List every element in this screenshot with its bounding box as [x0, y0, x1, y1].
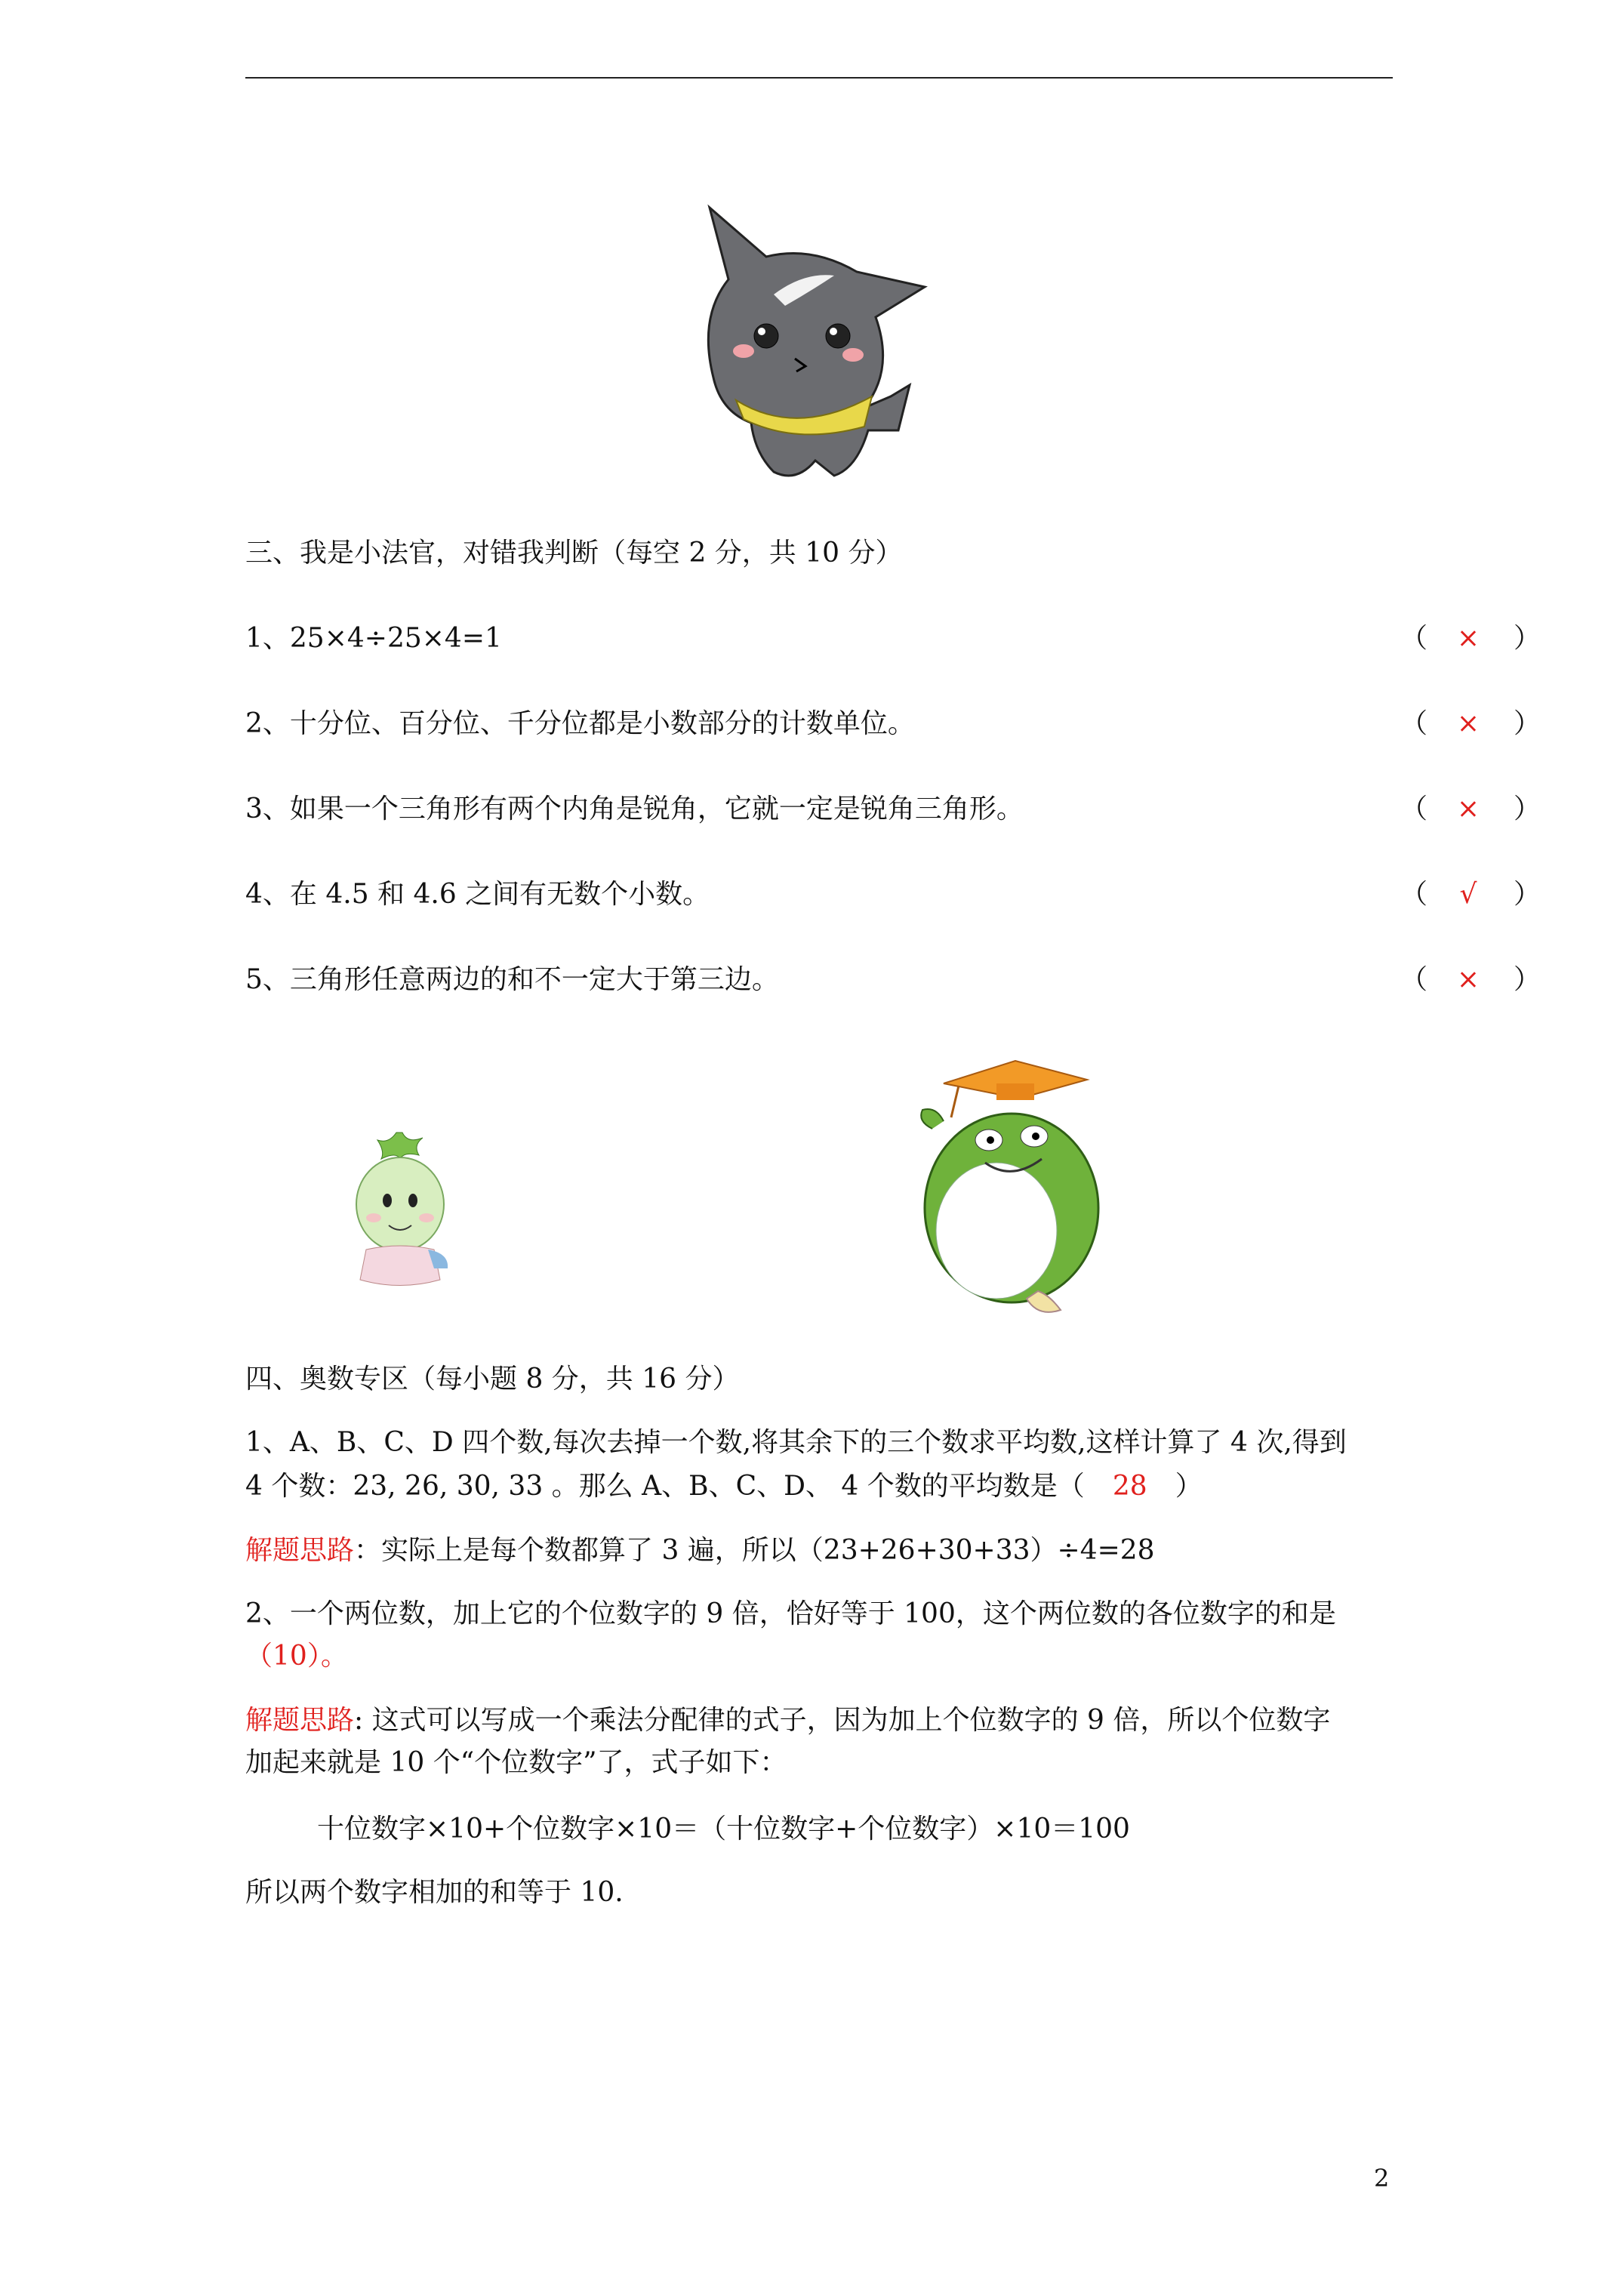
q2-hint-line2: 加起来就是 10 个“个位数字”了，式子如下：	[245, 1747, 787, 1778]
section4-heading: 四、奥数专区（每小题 8 分，共 16 分）	[245, 1364, 740, 1395]
judgement-statement: 2、十分位、百分位、千分位都是小数部分的计数单位。	[245, 708, 915, 739]
judgement-item-3: 3、如果一个三角形有两个内角是锐角，它就一定是锐角三角形。 （ × ）	[245, 794, 1541, 824]
q2-conclusion: 所以两个数字相加的和等于 10.	[245, 1877, 624, 1908]
section3-heading: 三、我是小法官，对错我判断（每空 2 分，共 10 分）	[245, 538, 903, 569]
judgement-item-4: 4、在 4.5 和 4.6 之间有无数个小数。 （ √ ）	[245, 879, 1541, 910]
judgement-statement: 5、三角形任意两边的和不一定大于第三边。	[245, 964, 779, 995]
judgement-statement: 4、在 4.5 和 4.6 之间有无数个小数。	[245, 879, 710, 910]
judgement-statement: 1、25×4÷25×4=1	[245, 623, 502, 654]
judgement-item-5: 5、三角形任意两边的和不一定大于第三边。 （ × ）	[245, 964, 1541, 995]
wolf-cartoon-illustration	[683, 204, 932, 491]
cross-mark: ×	[1456, 794, 1480, 824]
q2-text-line2: （10）。	[245, 1641, 348, 1672]
q2-formula: 十位数字×10+个位数字×10＝（十位数字+个位数字）×10＝100	[317, 1814, 1130, 1845]
cross-mark: ×	[1456, 708, 1480, 739]
page-number: 2	[1374, 2164, 1390, 2193]
check-mark: √	[1459, 879, 1477, 910]
cross-mark: ×	[1456, 623, 1480, 654]
cross-mark: ×	[1456, 964, 1480, 995]
q1-hint: 解题思路：实际上是每个数都算了 3 遍，所以（23+26+30+33）÷4=28	[245, 1535, 1155, 1566]
graduate-frog-illustration	[913, 1057, 1110, 1318]
q1-text-line2: 4 个数：23, 26, 30, 33 。那么 A、B、C、D、 4 个数的平均数是（ 28 ）	[245, 1471, 1203, 1502]
header-rule	[245, 77, 1393, 79]
q2-text-line1: 2、一个两位数，加上它的个位数字的 9 倍，恰好等于 100，这个两位数的各位数字的和是	[245, 1598, 1336, 1629]
hint-label: 解题思路	[245, 1535, 355, 1566]
judgement-item-2: 2、十分位、百分位、千分位都是小数部分的计数单位。 （ × ）	[245, 708, 1541, 739]
q1-text-line1: 1、A、B、C、D 四个数,每次去掉一个数,将其余下的三个数求平均数,这样计算了 4 次,得到	[245, 1427, 1347, 1458]
hint-label: 解题思路	[245, 1705, 355, 1736]
q2-hint-line1: 解题思路: 这式可以写成一个乘法分配律的式子，因为加上个位数字的 9 倍，所以个位数字	[245, 1705, 1331, 1736]
judgement-statement: 3、如果一个三角形有两个内角是锐角，它就一定是锐角三角形。	[245, 794, 1024, 824]
judgement-item-1: 1、25×4÷25×4=1 （ × ）	[245, 623, 1541, 654]
onion-cartoon-illustration	[343, 1129, 457, 1291]
q1-answer: 28	[1112, 1471, 1147, 1502]
q2-answer: 10	[273, 1641, 307, 1672]
